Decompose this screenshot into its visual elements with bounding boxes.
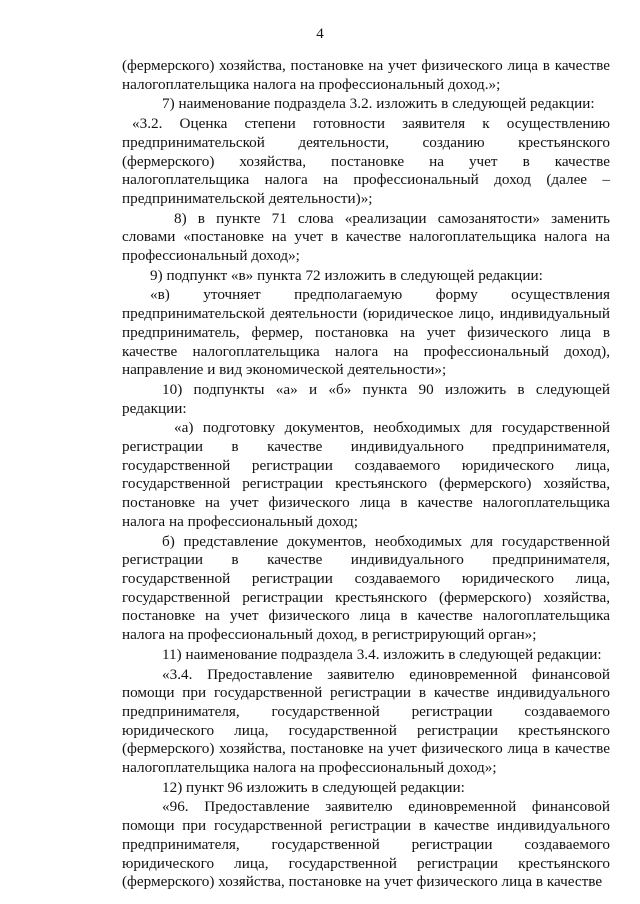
- paragraph-subitem-b: б) представление документов, необходимых для государственной регистрации в качестве индивидуального предпринимателя, государственной регистрации создаваемого юридического лица, государственной регистрации крестьянского (фермерского) хозяйства, постановке на учет физического лица в качестве налогоплательщика налога на профессиональный доход, в регистрирующий орган»;: [122, 532, 610, 644]
- paragraph-item-12: 12) пункт 96 изложить в следующей редакции:: [162, 778, 465, 796]
- document-body: [122, 57, 610, 893]
- page-number: 4: [316, 26, 324, 42]
- paragraph-quote-subitem-v: «в) уточняет предполагаемую форму осуществления предпринимательской деятельности (юридическое лицо, индивидуальный предприниматель, фермер, постановка на учет физического лица в качестве налогоплательщика налога на профессиональный доход), направление и вид экономической деятельности»;: [122, 286, 610, 379]
- paragraph-item-8: 8) в пункте 71 слова «реализации самозанятости» заменить словами «постановке на учет в качестве налогоплательщика налога на профессиональный доход»;: [122, 209, 610, 265]
- paragraph-quote-subitem-a: «а) подготовку документов, необходимых для государственной регистрации в качестве индивидуального предпринимателя, государственной регистрации создаваемого юридического лица, государственной регистрации крестьянского (фермерского) хозяйства, постановке на учет физического лица в качестве налогоплательщика налога на профессиональный доход;: [122, 419, 610, 530]
- paragraph-item-7: 7) наименование подраздела 3.2. изложить в следующей редакции:: [162, 95, 595, 113]
- paragraph-item-11: 11) наименование подраздела 3.4. изложить в следующей редакции:: [162, 645, 602, 663]
- paragraph-quote-3-2: «3.2. Оценка степени готовности заявителя к осуществлению предпринимательской деятельности, созданию крестьянского (фермерского) хозяйства, постановке на учет в качестве налогоплательщика налога на профессиональный доход (далее – предпринимательской деятельности)»;: [122, 115, 610, 207]
- paragraph-quote-96: «96. Предоставление заявителю единовременной финансовой помощи при государственной регистрации в качестве индивидуального предпринимателя, государственной регистрации создаваемого юридического лица, государственной регистрации крестьянского (фермерского) хозяйства, постановке на учет физического лица в качестве: [122, 798, 610, 891]
- paragraph-item-10: 10) подпункты «а» и «б» пункта 90 изложить в следующей редакции:: [122, 380, 610, 417]
- paragraph-quote-3-4: «3.4. Предоставление заявителю единовременной финансовой помощи при государственной регистрации в качестве индивидуального предпринимателя, государственной регистрации создаваемого юридического лица, государственной регистрации крестьянского (фермерского) хозяйства, постановке на учет физического лица в качестве налогоплательщика налога на профессиональный доход»;: [122, 665, 610, 777]
- paragraph-continuation: (фермерского) хозяйства, постановке на учет физического лица в качестве налогоплательщика налога на профессиональный доход.»;: [122, 57, 610, 93]
- paragraph-item-9: 9) подпункт «в» пункта 72 изложить в следующей редакции:: [150, 266, 543, 284]
